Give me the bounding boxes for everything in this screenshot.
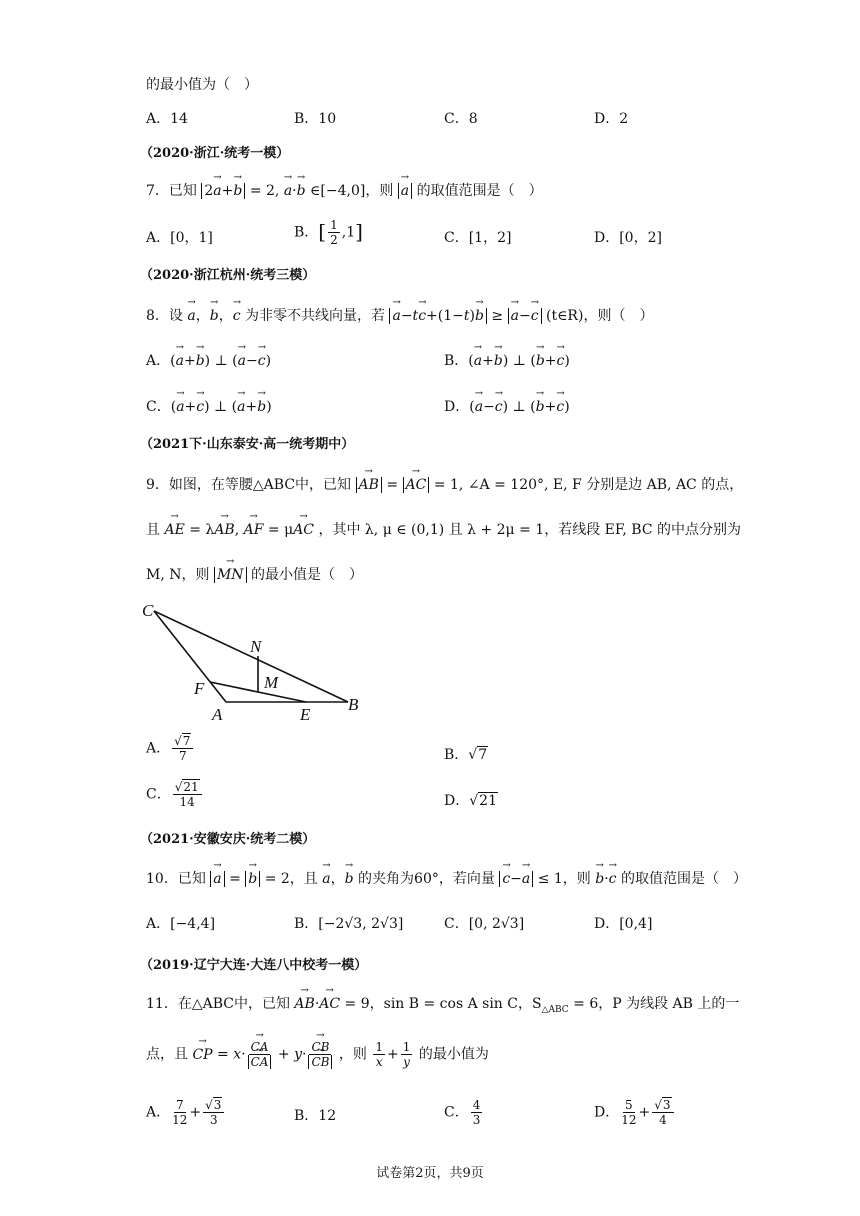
q9-source: （2021下·山东泰安·高一统考期中） [140,437,355,452]
q9-option-c: C． $\frac{√21}{14}$ [146,780,204,809]
q9-option-b: B．√7 [444,747,488,763]
q10-stem: 10．已知 → a = → b = 2，且 → a，→ b 的夹角为60°，若向量 → c−→ a ≤ 1，则 → b·→ c 的取值范围是（ ） [146,868,747,888]
q6-option-c: C．8 [444,111,478,127]
side-cb [154,611,348,702]
q11-option-a: A． $\frac{7}{12}$ + $\frac{√3}{3}$ [146,1098,226,1127]
q6-option-d: D．2 [594,111,629,127]
label-e: E [300,705,311,724]
q7-option-a: A．[0，1] [146,230,213,246]
triangle-figure [136,596,376,726]
q11-option-d: D． $\frac{5}{12}$ + $\frac{√3}{4}$ [594,1098,676,1127]
q6-tail-text: 的最小值为（ ） [146,77,258,93]
label-a: A [212,705,223,724]
q7-option-d: D．[0，2] [594,230,662,246]
q9-line1: 9．如图，在等腰△ABC中，已知 → AB = → AC = 1, ∠A = 120°, E, F 分别是边 AB, AC 的点， [146,474,743,494]
q10-option-d: D．[0,4] [594,916,653,932]
q8-option-a: A．(→ a+→ b) ⊥ (→ a−→ c) [146,350,271,370]
q8-option-d: D．(→ a−→ c) ⊥ (→ b+→ c) [444,396,570,416]
q8-stem: 8．设 → a，→ b，→ c 为非零不共线向量，若 → a−t→ c+(1−t)→ b ≥ → a−→ c (t∈R)，则（ ） [146,305,653,325]
q7-stem: 7．已知 2→ a+→ b = 2, → a·→ b ∈[−4,0]，则 → a 的取值范围是（ ） [146,180,543,200]
q7-source: （2020·浙江·统考一模） [140,146,290,161]
q10-option-c: C．[0, 2√3] [444,916,525,932]
q10-source: （2021·安徽安庆·统考二模） [140,832,316,847]
q6-option-b: B．10 [294,111,337,127]
label-m: M [264,673,279,692]
q9-line2: 且 → AE = λ→ AB, → AF = μ→ AC ，其中 λ, μ ∈ (0,1) 且 λ + 2μ = 1，若线段 EF, BC 的中点分别为 [146,519,741,539]
label-b: B [348,695,359,714]
q11-line2: 点，且 → CP = x· → CA → CA + y· → CB → CB ，则 $\frac{1}{x}$ + $\frac{1}{y}$ 的最小值为 [146,1040,489,1069]
label-c: C [142,601,154,620]
q9-option-d: D．√21 [444,793,497,809]
q7-option-c: C．[1，2] [444,230,512,246]
q8-option-c: C．(→ a+→ c) ⊥ (→ a+→ b) [146,396,272,416]
label-n: N [250,637,262,656]
q9-line3: M, N，则 → MN 的最小值是（ ） [146,564,363,584]
q11-source: （2019·辽宁大连·大连八中校考一模） [140,958,368,973]
q11-line1: 11．在△ABC中，已知 → AB·→ AC = 9，sin B = cos A sin C，$S_{\triangle ABC} = 6$，P 为线段 AB 上的一 [146,993,739,1015]
q8-option-b: B．(→ a+→ b) ⊥ (→ b+→ c) [444,350,570,370]
q11-option-b: B．12 [294,1108,337,1124]
label-f: F [194,679,205,698]
q10-option-b: B．[−2√3, 2√3] [294,916,404,932]
q9-option-a: A． $\frac{√7}{7}$ [146,734,195,763]
side-ca [154,611,226,702]
q6-option-a: A．14 [146,111,188,127]
q11-option-c: C． $\frac{4}{3}$ [444,1098,481,1127]
q7-option-b: B．[ $\frac{1}{2}$ ,1] [294,218,363,247]
q10-option-a: A．[−4,4] [146,916,216,932]
q8-source: （2020·浙江杭州·统考三模） [140,268,316,283]
page-footer: 试卷第2页，共9页 [376,1166,484,1181]
